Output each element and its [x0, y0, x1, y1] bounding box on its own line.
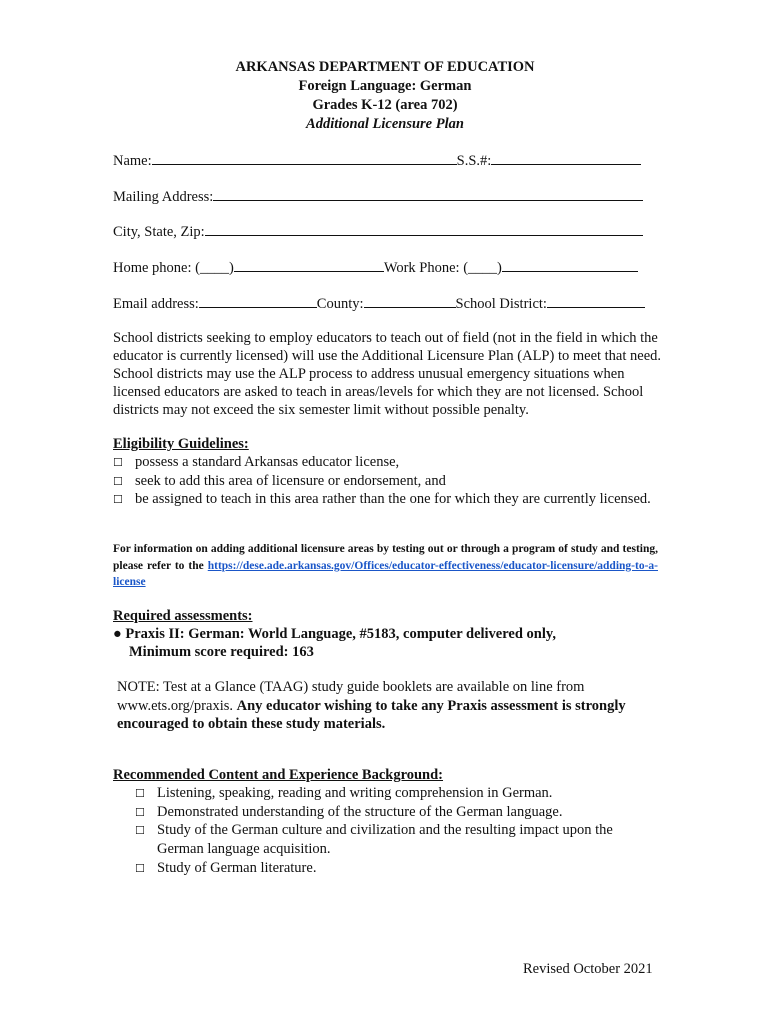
content-heading: Recommended Content and Experience Background:	[113, 767, 444, 783]
city-label: City, State, Zip:	[113, 224, 205, 240]
phone-row	[113, 257, 638, 277]
info-text: For information on adding additional licensure areas by testing out or through a program of study and testing, please refer to the	[113, 543, 658, 572]
work-phone-label: Work Phone: (____)	[383, 260, 502, 276]
eligibility-heading: Eligibility Guidelines:	[113, 436, 249, 452]
grades-title: Grades K-12 (area 702)	[312, 97, 458, 113]
bullet-icon: ●	[113, 626, 122, 642]
name-field[interactable]	[152, 150, 457, 165]
county-label: County:	[316, 296, 364, 312]
name-label: Name:	[113, 153, 152, 169]
work-phone-field[interactable]	[502, 257, 638, 272]
checkbox-icon[interactable]: ☐	[113, 493, 123, 506]
ssn-field[interactable]	[491, 150, 641, 165]
revision-date: Revised October 2021	[523, 961, 653, 977]
department-title: ARKANSAS DEPARTMENT OF EDUCATION	[235, 59, 535, 75]
subject-title: Foreign Language: German	[298, 78, 472, 94]
county-field[interactable]	[364, 293, 456, 308]
content-item: ☐ Listening, speaking, reading and writing comprehension in German.	[135, 785, 553, 801]
email-row	[113, 293, 645, 313]
checkbox-icon[interactable]: ☐	[135, 862, 145, 875]
district-field[interactable]	[547, 293, 645, 308]
mailing-field[interactable]	[213, 186, 643, 201]
licensure-link[interactable]: https://dese.ade.arkansas.gov/Offices/educator-effectiveness/educator-licensure/adding-to-a-license	[113, 559, 658, 588]
city-row	[113, 221, 643, 241]
note-paragraph	[117, 678, 662, 734]
content-item-continuation: German language acquisition.	[157, 841, 331, 857]
email-field[interactable]	[199, 293, 317, 308]
mailing-row	[113, 186, 643, 206]
note-text: NOTE: Test at a Glance (TAAG) study guide booklets are available on line from www.ets.org/praxis.	[117, 679, 585, 714]
checkbox-icon[interactable]: ☐	[135, 824, 145, 837]
checkbox-icon[interactable]: ☐	[135, 806, 145, 819]
content-item: ☐ Demonstrated understanding of the structure of the German language.	[135, 804, 563, 820]
city-field[interactable]	[205, 221, 643, 236]
mailing-label: Mailing Address:	[113, 189, 214, 205]
eligibility-item: ☐ possess a standard Arkansas educator license,	[113, 454, 400, 470]
ssn-label: S.S.#:	[456, 153, 492, 169]
info-paragraph	[113, 541, 658, 591]
home-phone-label: Home phone: (____)	[113, 260, 234, 276]
email-label: Email address:	[113, 296, 199, 312]
minimum-score: Minimum score required: 163	[129, 644, 314, 660]
document-header	[0, 58, 770, 134]
content-item: ☐ Study of the German culture and civilization and the resulting impact upon the	[135, 822, 613, 838]
eligibility-item: ☐ seek to add this area of licensure or endorsement, and	[113, 473, 446, 489]
note-emphasis: Any educator wishing to take any Praxis assessment is strongly encouraged to obtain these study materials.	[117, 697, 626, 732]
assessments-heading: Required assessments:	[113, 608, 253, 624]
intro-paragraph: School districts seeking to employ educators to teach out of field (not in the field in which the educator is currently licensed) will use the Additional Licensure Plan (ALP) to meet that need. School districts may use the ALP process to address unusual emergency situations when licensed educators are asked to teach in areas/levels for which they are not licensed. School districts may not exceed the six semester limit without possible penalty.	[113, 330, 662, 418]
checkbox-icon[interactable]: ☐	[113, 456, 123, 469]
content-item: ☐ Study of German literature.	[135, 860, 317, 876]
assessment-item: ● Praxis II: German: World Language, #5183, computer delivered only,	[113, 626, 556, 642]
plan-title: Additional Licensure Plan	[306, 116, 464, 132]
home-phone-field[interactable]	[234, 257, 384, 272]
checkbox-icon[interactable]: ☐	[135, 787, 145, 800]
eligibility-item: ☐ be assigned to teach in this area rather than the one for which they are currently licensed.	[113, 491, 651, 507]
name-row	[113, 150, 641, 170]
checkbox-icon[interactable]: ☐	[113, 475, 123, 488]
district-label: School District:	[455, 296, 547, 312]
